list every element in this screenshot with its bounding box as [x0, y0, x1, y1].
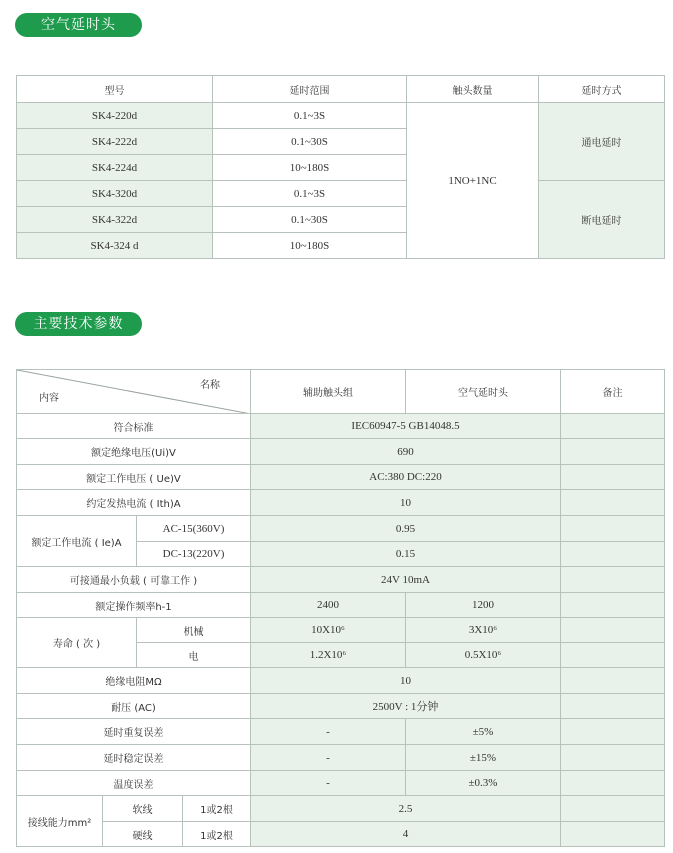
note-cell	[561, 490, 665, 516]
sub-label-soft-wire: 软线	[103, 796, 183, 822]
note-cell	[561, 796, 665, 822]
range-cell: 0.1~3S	[213, 103, 407, 129]
sub-label-dc13: DC-13(220V)	[137, 542, 251, 567]
sub-label-hard-count: 1或2根	[183, 822, 251, 847]
row-label-temp-err: 温度误差	[17, 771, 251, 796]
model-cell: SK4-220d	[17, 103, 213, 129]
row-label-stable-err: 延时稳定误差	[17, 745, 251, 771]
row-value-elec-air: 0.5X10⁶	[406, 643, 561, 668]
row-value-work-voltage: AC:380 DC:220	[251, 465, 561, 490]
model-cell: SK4-320d	[17, 181, 213, 207]
range-cell: 10~180S	[213, 155, 407, 181]
row-label-insul-resist: 绝缘电阻MΩ	[17, 668, 251, 694]
row-value-soft-wire: 2.5	[251, 796, 561, 822]
row-label-repeat-err: 延时重复误差	[17, 719, 251, 745]
note-cell	[561, 618, 665, 643]
model-cell: SK4-324 d	[17, 233, 213, 259]
note-cell	[561, 593, 665, 618]
tech-params-table	[16, 369, 665, 847]
row-value-min-load: 24V 10mA	[251, 567, 561, 593]
model-cell: SK4-224d	[17, 155, 213, 181]
sub-label-soft-count: 1或2根	[183, 796, 251, 822]
row-value-stable-err-air: ±15%	[406, 745, 561, 771]
row-value-repeat-err-aux: -	[251, 719, 406, 745]
model-cell: SK4-322d	[17, 207, 213, 233]
note-cell	[561, 567, 665, 593]
row-value-mech-air: 3X10⁶	[406, 618, 561, 643]
delay-head-table	[16, 75, 665, 259]
row-value-withstand: 2500V : 1分钟	[251, 694, 561, 719]
row-value-temp-err-aux: -	[251, 771, 406, 796]
note-cell	[561, 668, 665, 694]
header-mode: 延时方式	[539, 76, 665, 103]
note-cell	[561, 822, 665, 847]
row-value-op-freq-air: 1200	[406, 593, 561, 618]
row-value-op-freq-aux: 2400	[251, 593, 406, 618]
note-cell	[561, 745, 665, 771]
header-range: 延时范围	[213, 76, 407, 103]
header-air-delay: 空气延时头	[406, 370, 561, 414]
row-value-elec-aux: 1.2X10⁶	[251, 643, 406, 668]
sub-label-ac15: AC-15(360V)	[137, 516, 251, 542]
row-value-dc13: 0.15	[251, 542, 561, 567]
mode-off-cell: 断电延时	[539, 181, 665, 259]
row-value-hard-wire: 4	[251, 822, 561, 847]
note-cell	[561, 719, 665, 745]
note-cell	[561, 542, 665, 567]
model-cell: SK4-222d	[17, 129, 213, 155]
row-value-stable-err-aux: -	[251, 745, 406, 771]
contacts-cell: 1NO+1NC	[407, 103, 539, 259]
row-value-insul-voltage: 690	[251, 439, 561, 465]
note-cell	[561, 516, 665, 542]
sub-label-electrical: 电	[137, 643, 251, 668]
note-cell	[561, 414, 665, 439]
section-title-air-delay: 空气延时头	[15, 13, 142, 37]
row-value-standard: IEC60947-5 GB14048.5	[251, 414, 561, 439]
note-cell	[561, 465, 665, 490]
header-model: 型号	[17, 76, 213, 103]
range-cell: 0.1~30S	[213, 129, 407, 155]
header-aux-contact: 辅助触头组	[251, 370, 406, 414]
row-value-temp-err-air: ±0.3%	[406, 771, 561, 796]
note-cell	[561, 439, 665, 465]
sub-label-hard-wire: 硬线	[103, 822, 183, 847]
row-value-thermal-current: 10	[251, 490, 561, 516]
row-label-life: 寿命 ( 次 )	[17, 618, 137, 668]
sub-label-mechanical: 机械	[137, 618, 251, 643]
row-label-wiring: 接线能力mm²	[17, 796, 103, 847]
row-value-mech-aux: 10X10⁶	[251, 618, 406, 643]
row-label-work-voltage: 额定工作电压 ( Ue)V	[17, 465, 251, 490]
row-label-standard: 符合标准	[17, 414, 251, 439]
row-label-min-load: 可接通最小负载 ( 可靠工作 )	[17, 567, 251, 593]
row-value-insul-resist: 10	[251, 668, 561, 694]
header-content-label: 内容	[39, 393, 59, 404]
note-cell	[561, 694, 665, 719]
header-diagonal-cell	[17, 370, 251, 414]
row-label-work-current: 额定工作电流 ( Ie)A	[17, 516, 137, 567]
row-label-withstand: 耐压 (AC)	[17, 694, 251, 719]
header-contacts: 触头数量	[407, 76, 539, 103]
row-label-insul-voltage: 额定绝缘电压(Ui)V	[17, 439, 251, 465]
note-cell	[561, 643, 665, 668]
row-label-op-freq: 额定操作频率h-1	[17, 593, 251, 618]
row-value-repeat-err-air: ±5%	[406, 719, 561, 745]
row-value-ac15: 0.95	[251, 516, 561, 542]
range-cell: 0.1~30S	[213, 207, 407, 233]
header-note: 备注	[561, 370, 665, 414]
note-cell	[561, 771, 665, 796]
range-cell: 0.1~3S	[213, 181, 407, 207]
section-title-tech-params: 主要技术参数	[15, 312, 142, 336]
range-cell: 10~180S	[213, 233, 407, 259]
row-label-thermal-current: 约定发热电流 ( Ith)A	[17, 490, 251, 516]
mode-on-cell: 通电延时	[539, 103, 665, 181]
header-name-label: 名称	[200, 380, 220, 391]
